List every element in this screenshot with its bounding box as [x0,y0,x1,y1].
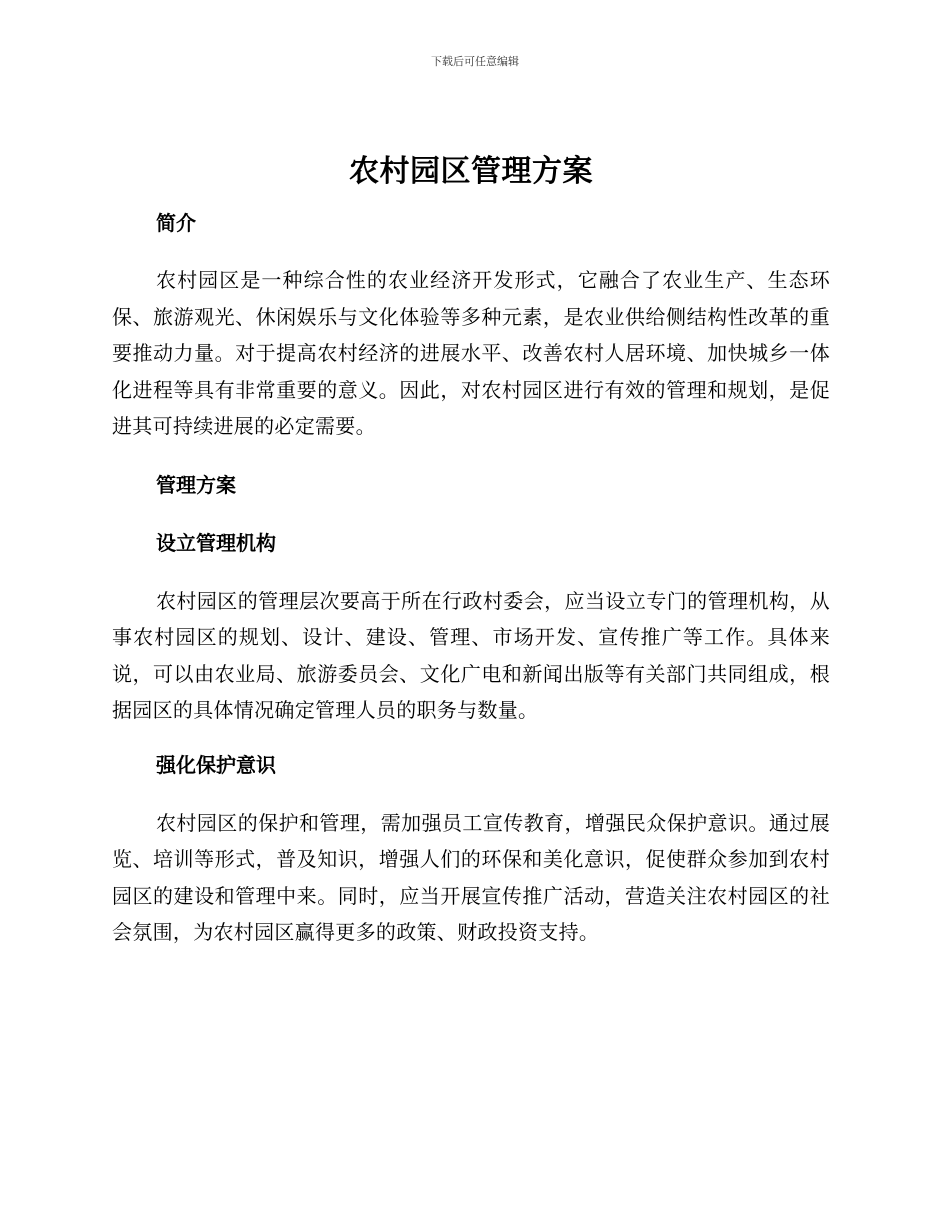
document-body [112,150,830,951]
section-heading-management-plan: 管理方案 [156,472,236,497]
section-paragraph-set-up-organization: 农村园区的管理层次要高于所在行政村委会，应当设立专门的管理机构，从事农村园区的规划、设计、建设、管理、市场开发、宣传推广等工作。具体来说，可以由农业局、旅游委员会、文化广电和新闻出版等有关部门共同组成，根据园区的具体情况确定管理人员的职务与数量。 [112,588,830,722]
page-header-note: 下载后可任意编辑 [431,55,519,68]
section-heading-intro: 简介 [156,211,196,235]
document-title: 农村园区管理方案 [349,154,593,189]
section-heading-protection-awareness: 强化保护意识 [156,752,276,777]
section-heading-set-up-organization: 设立管理机构 [156,530,276,555]
section-paragraph-protection-awareness: 农村园区的保护和管理，需加强员工宣传教育，增强民众保护意识。通过展览、培训等形式，普及知识，增强人们的环保和美化意识，促使群众参加到农村园区的建设和管理中来。同时，应当开展宣传推广活动，营造关注农村园区的社会氛围，为农村园区赢得更多的政策、财政投资支持。 [112,810,830,944]
section-paragraph-intro: 农村园区是一种综合性的农业经济开发形式，它融合了农业生产、生态环保、旅游观光、休闲娱乐与文化体验等多种元素，是农业供给侧结构性改革的重要推动力量。对于提高农村经济的进展水平、改善农村人居环境、加快城乡一体化进程等具有非常重要的意义。因此，对农村园区进行有效的管理和规划，是促进其可持续进展的必定需要。 [112,268,830,438]
